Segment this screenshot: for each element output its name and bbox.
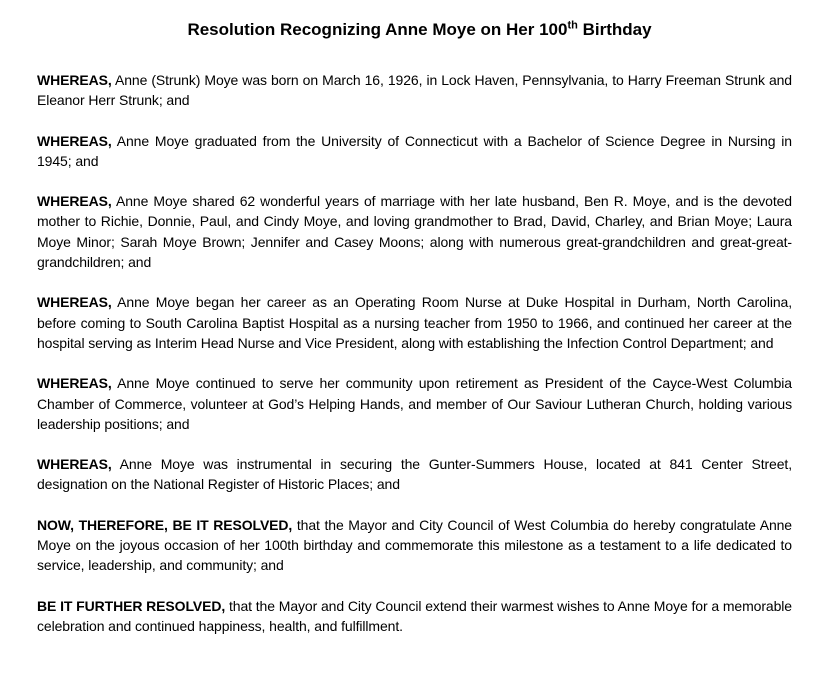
title-text-end: Birthday [577, 20, 652, 39]
clause-lead: BE IT FURTHER RESOLVED, [37, 597, 226, 614]
whereas-clause-community [37, 373, 792, 434]
clause-lead: WHEREAS, [37, 294, 112, 311]
clause-lead: WHEREAS, [37, 193, 112, 210]
clause-text: Anne Moye shared 62 wonderful years of marriage with her late husband, Ben R. Moye, and is the devoted mother to Richie, Donnie, Paul, and Cindy Moye, and loving grandmother to Brad, David, Charley, and Brian Moye; Laura Moye Minor; Sarah Moye Brown; Jennifer and Casey Moons; along with numerous great-grandchildren and great-great-grandchildren; and [37, 193, 792, 271]
clause-lead: WHEREAS, [37, 72, 112, 88]
whereas-clause-career [37, 292, 792, 353]
clause-text: Anne Moye graduated from the University of Connecticut with a Bachelor of Science Degree in Nursing in 1945; and [37, 132, 792, 169]
clause-text: that the Mayor and City Council of West Columbia do hereby congratulate Anne Moye on the joyous occasion of her 100th birthday and commemorate this milestone as a testament to a life dedicated to service, leadership, and community; and [37, 516, 792, 574]
whereas-clause-education [37, 131, 792, 172]
whereas-clause-family [37, 191, 792, 272]
clause-text: Anne Moye was instrumental in securing the Gunter-Summers House, located at 841 Center Street, designation on the National Register of Historic Places; and [37, 456, 792, 493]
clause-text: Anne Moye began her career as an Operating Room Nurse at Duke Hospital in Durham, North Carolina, before coming to South Carolina Baptist Hospital as a nursing teacher from 1950 to 1966, and continued her career at the hospital serving as Interim Head Nurse and Vice President, along with establishing the Infection Control Department; and [37, 294, 792, 351]
clause-text: Anne (Strunk) Moye was born on March 16, 1926, in Lock Haven, Pennsylvania, to Harry Freeman Strunk and Eleanor Herr Strunk; and [37, 72, 792, 109]
whereas-clause-birth [37, 70, 792, 111]
title-text: Resolution Recognizing Anne Moye on Her 100 [187, 20, 568, 39]
clause-text: Anne Moye continued to serve her community upon retirement as President of the Cayce-West Columbia Chamber of Commerce, volunteer at God’s Helping Hands, and member of Our Saviour Lutheran Church, holding various leadership positions; and [37, 375, 792, 432]
further-resolved-clause [37, 596, 792, 637]
title-superscript: th [567, 19, 578, 32]
clause-lead: NOW, THEREFORE, BE IT RESOLVED, [37, 516, 293, 533]
clause-lead: WHEREAS, [37, 456, 112, 473]
whereas-clause-historic-house [37, 454, 792, 495]
resolved-clause [37, 515, 792, 576]
clause-lead: WHEREAS, [37, 375, 112, 392]
clause-lead: WHEREAS, [37, 132, 112, 149]
document-title [37, 18, 792, 42]
clause-text: that the Mayor and City Council extend their warmest wishes to Anne Moye for a memorable celebration and continued happiness, health, and fulfillment. [37, 597, 792, 634]
